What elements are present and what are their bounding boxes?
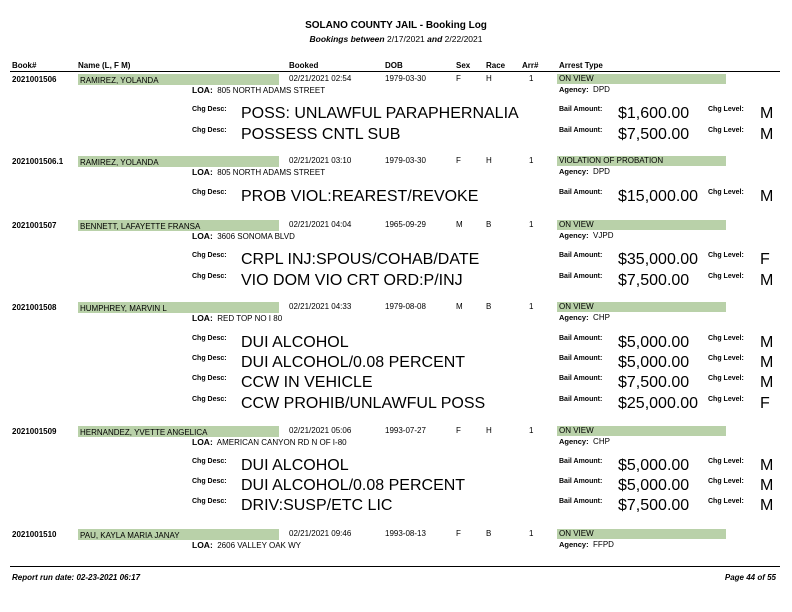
agency — [559, 437, 610, 446]
dob: 1979-03-30 — [385, 156, 426, 165]
bail-amount-label: Bail Amount: — [559, 189, 603, 196]
inmate-name: RAMIREZ, YOLANDA — [80, 158, 159, 167]
subtitle-prefix: Bookings between — [309, 34, 385, 44]
chg-desc: DUI ALCOHOL — [241, 457, 349, 474]
chg-level: F — [760, 251, 770, 268]
col-header-arrest-type: Arrest Type — [559, 61, 603, 70]
bail-amount-label: Bail Amount: — [559, 273, 603, 280]
book-number: 2021001506.1 — [12, 157, 64, 166]
chg-level: M — [760, 105, 774, 122]
chg-desc-label: Chg Desc: — [192, 273, 227, 280]
chg-level-label: Chg Level: — [708, 396, 744, 403]
loa-label: LOA: — [192, 167, 213, 177]
col-header-book: Book# — [12, 61, 37, 70]
chg-desc: VIO DOM VIO CRT ORD:P/INJ — [241, 272, 463, 289]
chg-level-label: Chg Level: — [708, 106, 744, 113]
chg-level: M — [760, 477, 774, 494]
agency-value: DPD — [593, 85, 610, 94]
col-header-arr: Arr# — [522, 61, 539, 70]
chg-desc: DRIV:SUSP/ETC LIC — [241, 497, 393, 514]
chg-desc: DUI ALCOHOL — [241, 334, 349, 351]
loa-value: 3606 SONOMA BLVD — [217, 232, 295, 241]
charge-row — [0, 457, 792, 474]
chg-level: M — [760, 126, 774, 143]
footer-rule — [10, 566, 780, 567]
loa — [192, 313, 282, 323]
chg-level: M — [760, 457, 774, 474]
agency-value: CHP — [593, 313, 610, 322]
col-header-sex: Sex — [456, 61, 471, 70]
dob: 1965-09-29 — [385, 220, 426, 229]
booked-datetime: 02/21/2021 02:54 — [289, 74, 352, 83]
agency-value: VJPD — [593, 231, 614, 240]
sex: F — [456, 529, 461, 538]
arrest-number: 1 — [529, 426, 534, 435]
loa-value: 805 NORTH ADAMS STREET — [217, 86, 326, 95]
sex: F — [456, 426, 461, 435]
arrest-number: 1 — [529, 220, 534, 229]
loa-label: LOA: — [192, 85, 213, 95]
col-header-dob: DOB — [385, 61, 403, 70]
agency — [559, 85, 610, 94]
charge-row — [0, 374, 792, 391]
chg-level-label: Chg Level: — [708, 458, 744, 465]
chg-level: M — [760, 354, 774, 371]
loa-value: 805 NORTH ADAMS STREET — [217, 168, 326, 177]
bail-amount-label: Bail Amount: — [559, 458, 603, 465]
chg-desc: CRPL INJ:SPOUS/COHAB/DATE — [241, 251, 480, 268]
loa-value: 2606 VALLEY OAK WY — [217, 541, 301, 550]
inmate-name: BENNETT, LAFAYETTE FRANSA — [80, 222, 201, 231]
chg-desc: PROB VIOL:REAREST/REVOKE — [241, 188, 479, 205]
chg-level-label: Chg Level: — [708, 498, 744, 505]
arrest-type: ON VIEW — [559, 220, 594, 229]
race: H — [486, 156, 492, 165]
chg-level: M — [760, 374, 774, 391]
agency-label: Agency: — [559, 437, 589, 446]
booked-datetime: 02/21/2021 04:04 — [289, 220, 352, 229]
col-header-booked: Booked — [289, 61, 319, 70]
bail-amount: $35,000.00 — [618, 251, 699, 268]
bail-amount: $7,500.00 — [618, 272, 690, 289]
agency-label: Agency: — [559, 540, 589, 549]
bail-amount: $7,500.00 — [618, 126, 690, 143]
chg-level-label: Chg Level: — [708, 355, 744, 362]
bail-amount-label: Bail Amount: — [559, 127, 603, 134]
agency-label: Agency: — [559, 313, 589, 322]
loa-label: LOA: — [192, 231, 213, 241]
arrest-type: ON VIEW — [559, 529, 594, 538]
agency-label: Agency: — [559, 85, 589, 94]
chg-desc-label: Chg Desc: — [192, 396, 227, 403]
book-number: 2021001510 — [12, 530, 57, 539]
loa — [192, 85, 325, 95]
chg-level: F — [760, 395, 770, 412]
loa — [192, 167, 325, 177]
bail-amount: $7,500.00 — [618, 497, 690, 514]
chg-desc: CCW PROHIB/UNLAWFUL POSS — [241, 395, 486, 412]
chg-desc-label: Chg Desc: — [192, 127, 227, 134]
race: B — [486, 302, 492, 311]
agency-label: Agency: — [559, 231, 589, 240]
chg-level: M — [760, 272, 774, 289]
book-number: 2021001509 — [12, 427, 57, 436]
subtitle-and: and — [427, 34, 443, 44]
chg-desc: DUI ALCOHOL/0.08 PERCENT — [241, 354, 466, 371]
loa-value: AMERICAN CANYON RD N OF I-80 — [216, 438, 347, 447]
charge-row — [0, 354, 792, 371]
race: B — [486, 220, 492, 229]
charge-row — [0, 251, 792, 268]
inmate-name: HERNANDEZ, YVETTE ANGELICA — [80, 428, 208, 437]
chg-desc: CCW IN VEHICLE — [241, 374, 373, 391]
dob: 1993-07-27 — [385, 426, 426, 435]
booked-datetime: 02/21/2021 09:46 — [289, 529, 352, 538]
bail-amount: $25,000.00 — [618, 395, 699, 412]
arrest-type: VIOLATION OF PROBATION — [559, 156, 664, 165]
charge-row — [0, 334, 792, 351]
bail-amount-label: Bail Amount: — [559, 375, 603, 382]
chg-desc-label: Chg Desc: — [192, 355, 227, 362]
sex: F — [456, 74, 461, 83]
race: H — [486, 74, 492, 83]
chg-level: M — [760, 497, 774, 514]
bail-amount: $5,000.00 — [618, 354, 690, 371]
booked-datetime: 02/21/2021 04:33 — [289, 302, 352, 311]
arrest-number: 1 — [529, 302, 534, 311]
date-from: 2/17/2021 — [386, 34, 425, 44]
loa — [192, 437, 347, 447]
agency — [559, 231, 614, 240]
charge-row — [0, 477, 792, 494]
chg-desc: DUI ALCOHOL/0.08 PERCENT — [241, 477, 466, 494]
arrest-number: 1 — [529, 156, 534, 165]
report-run-date: Report run date: 02-23-2021 06:17 — [12, 573, 141, 582]
inmate-name: HUMPHREY, MARVIN L — [80, 304, 167, 313]
loa-label: LOA: — [192, 437, 213, 447]
agency — [559, 540, 614, 549]
arrest-type: ON VIEW — [559, 426, 594, 435]
chg-level-label: Chg Level: — [708, 189, 744, 196]
chg-desc-label: Chg Desc: — [192, 458, 227, 465]
chg-desc-label: Chg Desc: — [192, 478, 227, 485]
chg-desc-label: Chg Desc: — [192, 106, 227, 113]
chg-desc: POSSESS CNTL SUB — [241, 126, 401, 143]
page-number: Page 44 of 55 — [724, 573, 776, 582]
bail-amount-label: Bail Amount: — [559, 335, 603, 342]
sex: F — [456, 156, 461, 165]
agency — [559, 313, 610, 322]
bail-amount-label: Bail Amount: — [559, 252, 603, 259]
bail-amount-label: Bail Amount: — [559, 106, 603, 113]
bail-amount: $7,500.00 — [618, 374, 690, 391]
bail-amount: $5,000.00 — [618, 457, 690, 474]
loa-label: LOA: — [192, 540, 213, 550]
chg-level: M — [760, 188, 774, 205]
report-title: SOLANO COUNTY JAIL - Booking Log — [305, 20, 487, 31]
charge-row — [0, 272, 792, 289]
date-to: 2/22/2021 — [444, 34, 483, 44]
loa-value: RED TOP NO I 80 — [217, 314, 283, 323]
header-rule — [10, 71, 780, 72]
charge-row — [0, 188, 792, 205]
agency-value: DPD — [593, 167, 610, 176]
agency-value: FFPD — [593, 540, 614, 549]
agency-label: Agency: — [559, 167, 589, 176]
chg-desc: POSS: UNLAWFUL PARAPHERNALIA — [241, 105, 519, 122]
chg-desc-label: Chg Desc: — [192, 335, 227, 342]
charge-row — [0, 126, 792, 143]
loa — [192, 231, 295, 241]
chg-desc-label: Chg Desc: — [192, 252, 227, 259]
chg-desc-label: Chg Desc: — [192, 498, 227, 505]
book-number: 2021001508 — [12, 303, 57, 312]
bail-amount-label: Bail Amount: — [559, 355, 603, 362]
chg-level-label: Chg Level: — [708, 252, 744, 259]
booked-datetime: 02/21/2021 05:06 — [289, 426, 352, 435]
agency — [559, 167, 610, 176]
report-subtitle — [0, 34, 792, 44]
charge-row — [0, 395, 792, 412]
arrest-type: ON VIEW — [559, 302, 594, 311]
chg-level-label: Chg Level: — [708, 375, 744, 382]
book-number: 2021001506 — [12, 75, 57, 84]
booked-datetime: 02/21/2021 03:10 — [289, 156, 352, 165]
book-number: 2021001507 — [12, 221, 57, 230]
sex: M — [456, 220, 463, 229]
chg-level-label: Chg Level: — [708, 127, 744, 134]
bail-amount: $5,000.00 — [618, 477, 690, 494]
race: B — [486, 529, 492, 538]
bail-amount: $15,000.00 — [618, 188, 699, 205]
chg-desc-label: Chg Desc: — [192, 375, 227, 382]
charge-row — [0, 105, 792, 122]
chg-desc-label: Chg Desc: — [192, 189, 227, 196]
inmate-name: RAMIREZ, YOLANDA — [80, 76, 159, 85]
arrest-number: 1 — [529, 529, 534, 538]
chg-level-label: Chg Level: — [708, 478, 744, 485]
col-header-race: Race — [486, 61, 506, 70]
col-header-name: Name (L, F M) — [78, 61, 131, 70]
sex: M — [456, 302, 463, 311]
bail-amount-label: Bail Amount: — [559, 498, 603, 505]
arrest-number: 1 — [529, 74, 534, 83]
chg-level-label: Chg Level: — [708, 335, 744, 342]
inmate-name: PAU, KAYLA MARIA JANAY — [80, 531, 180, 540]
loa-label: LOA: — [192, 313, 213, 323]
bail-amount: $5,000.00 — [618, 334, 690, 351]
chg-level: M — [760, 334, 774, 351]
arrest-type: ON VIEW — [559, 74, 594, 83]
race: H — [486, 426, 492, 435]
charge-row — [0, 497, 792, 514]
bail-amount-label: Bail Amount: — [559, 478, 603, 485]
bail-amount-label: Bail Amount: — [559, 396, 603, 403]
chg-level-label: Chg Level: — [708, 273, 744, 280]
dob: 1993-08-13 — [385, 529, 426, 538]
dob: 1979-08-08 — [385, 302, 426, 311]
bail-amount: $1,600.00 — [618, 105, 690, 122]
agency-value: CHP — [593, 437, 610, 446]
loa — [192, 540, 301, 550]
dob: 1979-03-30 — [385, 74, 426, 83]
